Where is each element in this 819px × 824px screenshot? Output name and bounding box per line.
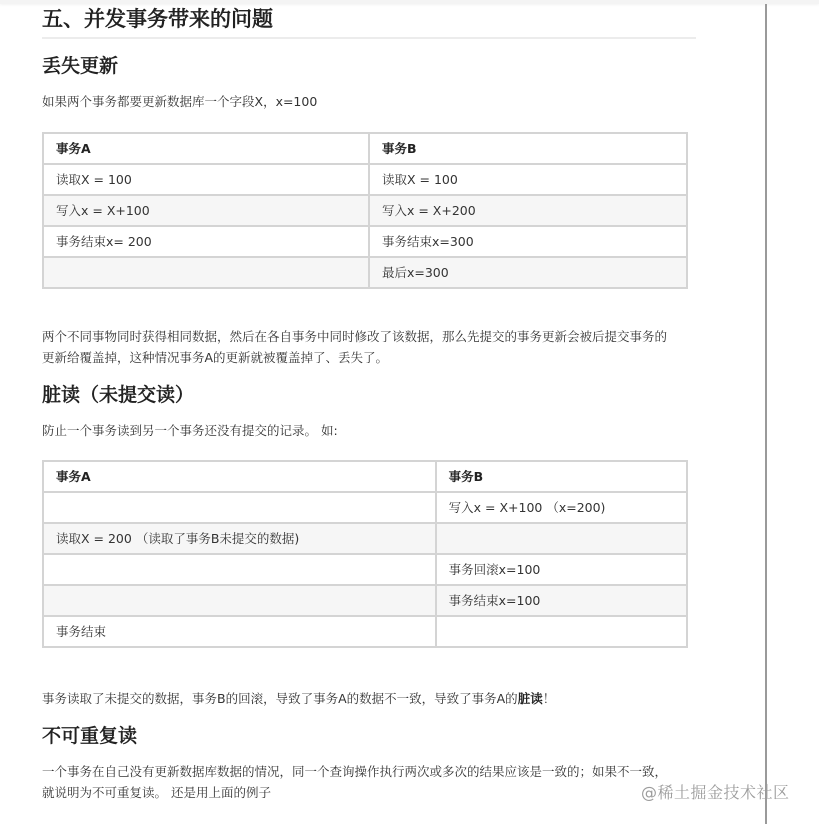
table-cell bbox=[43, 585, 436, 616]
table-header-row bbox=[43, 133, 687, 164]
table-header-cell: 事务B bbox=[369, 133, 687, 164]
table-header-cell: 事务A bbox=[43, 461, 436, 492]
lost-update-explanation-line2: 更新给覆盖掉，这种情况事务A的更新就被覆盖掉了、丢失了。 bbox=[42, 350, 389, 365]
table-cell bbox=[436, 616, 687, 647]
table-row bbox=[43, 523, 687, 554]
table-cell: 读取X = 100 bbox=[369, 164, 687, 195]
table-header-cell: 事务B bbox=[436, 461, 687, 492]
table-header-cell: 事务A bbox=[43, 133, 369, 164]
non-repeatable-read-line2: 就说明为不可重复读。 还是用上面的例子 bbox=[42, 785, 271, 800]
table-cell: 写入x = X+100 bbox=[43, 195, 369, 226]
table-row bbox=[43, 585, 687, 616]
table-row bbox=[43, 257, 687, 288]
table-row bbox=[43, 492, 687, 523]
table-header-row bbox=[43, 461, 687, 492]
table-row bbox=[43, 554, 687, 585]
table-cell bbox=[436, 523, 687, 554]
table-cell: 事务结束x=300 bbox=[369, 226, 687, 257]
non-repeatable-read-line1: 一个事务在自己没有更新数据库数据的情况，同一个查询操作执行两次或多次的结果应该是一致的；如果不一致， bbox=[42, 764, 668, 779]
table-row bbox=[43, 616, 687, 647]
table-cell bbox=[43, 492, 436, 523]
table-cell: 最后x=300 bbox=[369, 257, 687, 288]
table-cell: 读取X = 100 bbox=[43, 164, 369, 195]
heading-lost-update: 丢失更新 bbox=[42, 55, 119, 77]
watermark: @稀土掘金技术社区 bbox=[641, 783, 790, 802]
dirty-read-conclusion bbox=[42, 688, 696, 710]
table-cell: 事务结束x=100 bbox=[436, 585, 687, 616]
conclusion-suffix: ！ bbox=[542, 691, 556, 706]
conclusion-bold-term: 脏读 bbox=[517, 691, 543, 706]
table-cell: 事务结束 bbox=[43, 616, 436, 647]
conclusion-prefix: 事务读取了未提交的数据，事务B的回滚，导致了事务A的数据不一致，导致了事务A的 bbox=[42, 691, 518, 706]
dirty-read-table bbox=[42, 460, 688, 648]
vertical-divider bbox=[765, 4, 767, 824]
table-row bbox=[43, 164, 687, 195]
table-cell: 写入x = X+100 （x=200) bbox=[436, 492, 687, 523]
lost-update-table bbox=[42, 132, 688, 289]
table-cell bbox=[43, 257, 369, 288]
dirty-read-intro: 防止一个事务读到另一个事务还没有提交的记录。 如: bbox=[42, 423, 338, 438]
table-cell: 事务回滚x=100 bbox=[436, 554, 687, 585]
table-row bbox=[43, 195, 687, 226]
table-row bbox=[43, 226, 687, 257]
section-title: 五、并发事务带来的问题 bbox=[42, 4, 696, 39]
heading-dirty-read: 脏读（未提交读） bbox=[42, 384, 195, 406]
table-cell: 事务结束x= 200 bbox=[43, 226, 369, 257]
heading-non-repeatable-read: 不可重复读 bbox=[42, 725, 138, 747]
lost-update-explanation-line1: 两个不同事物同时获得相同数据，然后在各自事务中同时修改了该数据，那么先提交的事务更新会被后提交事务的 bbox=[42, 329, 668, 344]
table-cell bbox=[43, 554, 436, 585]
lost-update-intro: 如果两个事务都要更新数据库一个字段X，x=100 bbox=[42, 94, 318, 109]
table-cell: 写入x = X+200 bbox=[369, 195, 687, 226]
table-cell: 读取X = 200 （读取了事务B未提交的数据) bbox=[43, 523, 436, 554]
